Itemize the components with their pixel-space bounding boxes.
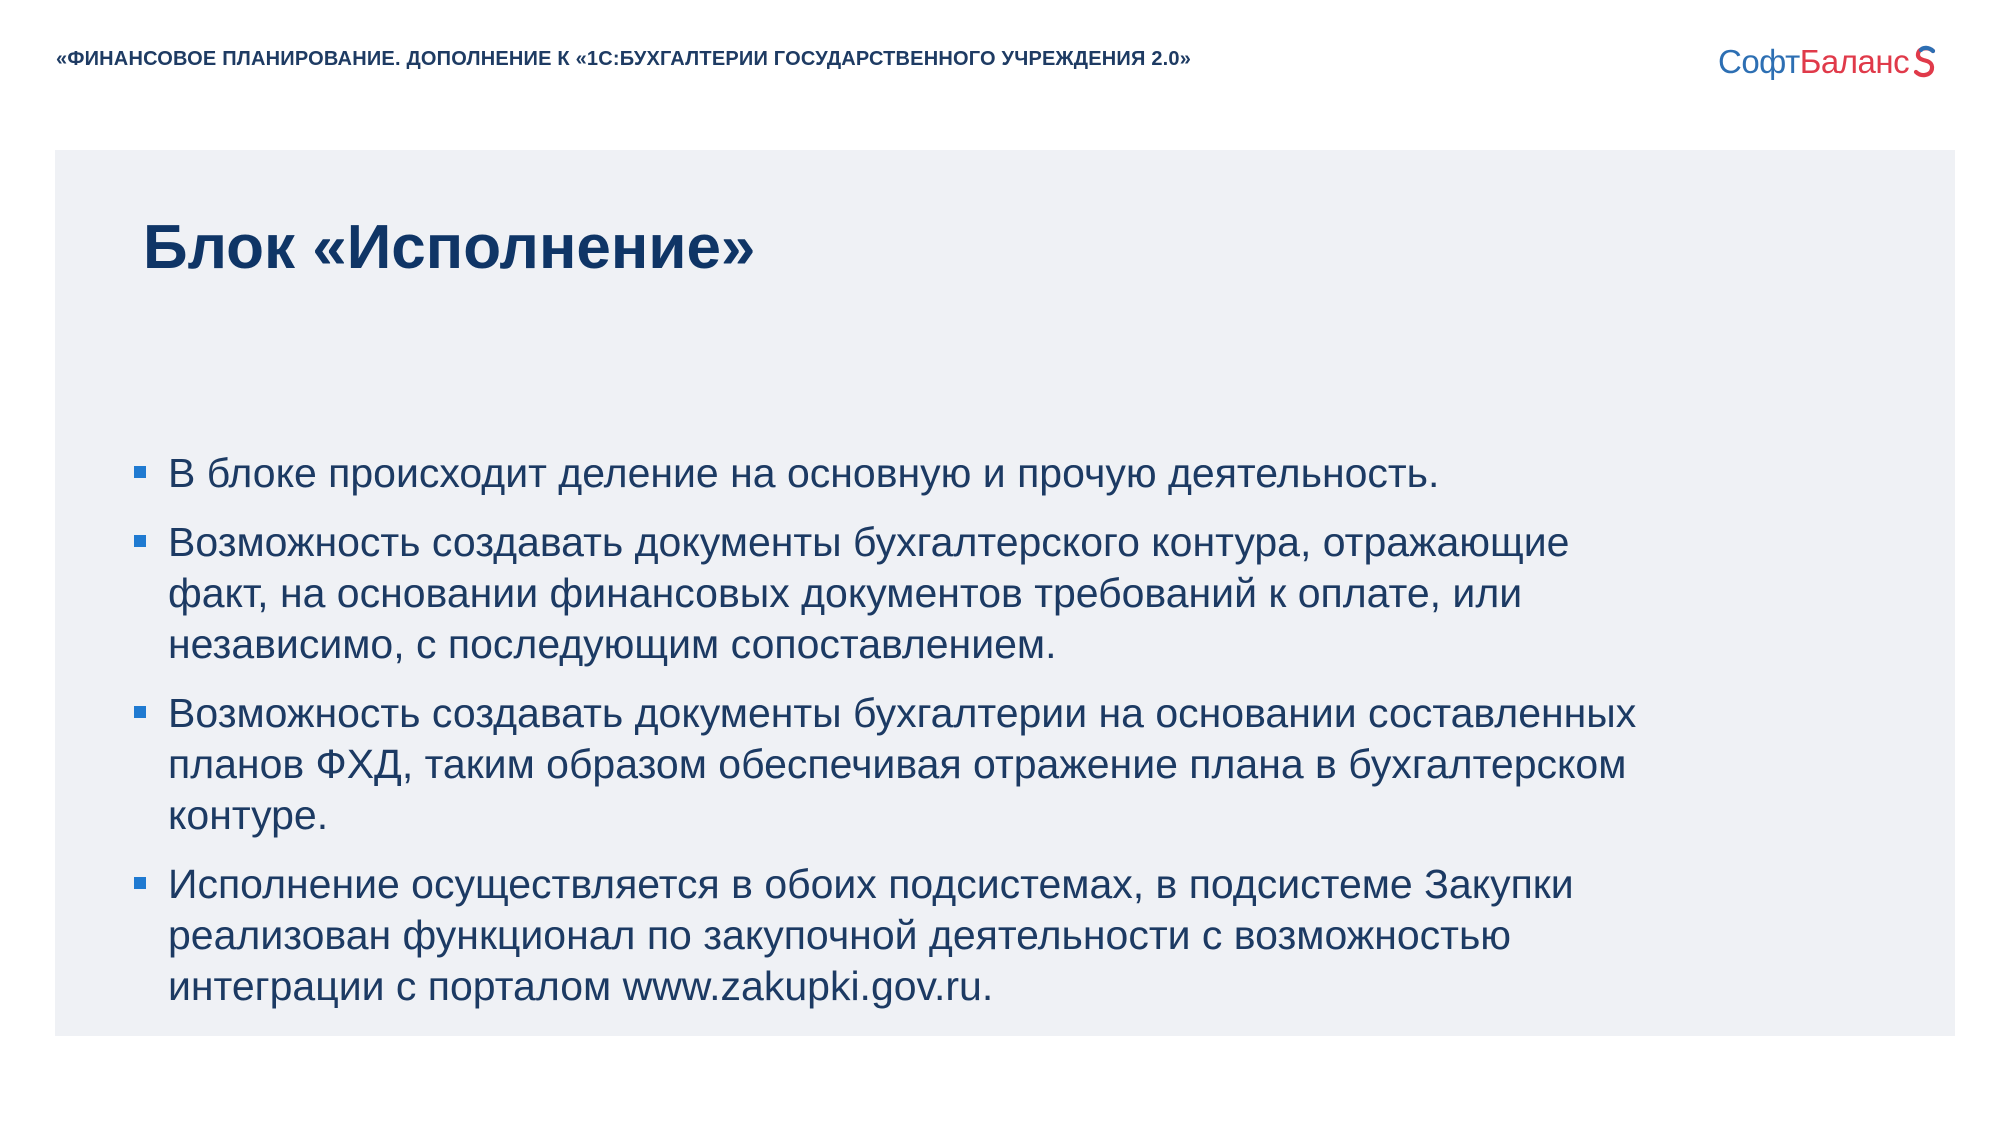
bullet-item bbox=[134, 448, 1934, 499]
bullet-square-icon bbox=[134, 877, 146, 889]
bullet-item bbox=[134, 688, 1934, 841]
bullet-square-icon bbox=[134, 706, 146, 718]
bullet-text: Возможность создавать документы бухгалтерского контура, отражающие факт, на основании финансовых документов требований к оплате, или независимо, с последующим сопоставлением. bbox=[168, 519, 1570, 667]
bullet-square-icon bbox=[134, 466, 146, 478]
softbalans-s-logo-icon bbox=[1913, 45, 1939, 79]
bullet-item bbox=[134, 517, 1934, 670]
slide-title: Блок «Исполнение» bbox=[143, 213, 756, 282]
bullet-text: Исполнение осуществляется в обоих подсистемах, в подсистеме Закупки реализован функционал по закупочной деятельности с возможностью интеграции с порталом www.zakupki.gov.ru. bbox=[168, 861, 1574, 1009]
presentation-header-title: «ФИНАНСОВОЕ ПЛАНИРОВАНИЕ. ДОПОЛНЕНИЕ К «1С:БУХГАЛТЕРИИ ГОСУДАРСТВЕННОГО УЧРЕЖДЕНИЯ 2.0» bbox=[56, 48, 1192, 70]
logo-text-balans: Баланс bbox=[1799, 43, 1910, 80]
bullet-item bbox=[134, 859, 1934, 1012]
bullet-list bbox=[134, 448, 1934, 1030]
bullet-square-icon bbox=[134, 535, 146, 547]
bullet-text: В блоке происходит деление на основную и прочую деятельность. bbox=[168, 450, 1440, 496]
softbalans-logo bbox=[1718, 40, 1939, 84]
logo-text-soft: Софт bbox=[1718, 43, 1800, 80]
bullet-text: Возможность создавать документы бухгалтерии на основании составленных планов ФХД, таким образом обеспечивая отражение плана в бухгалтерском контуре. bbox=[168, 690, 1637, 838]
